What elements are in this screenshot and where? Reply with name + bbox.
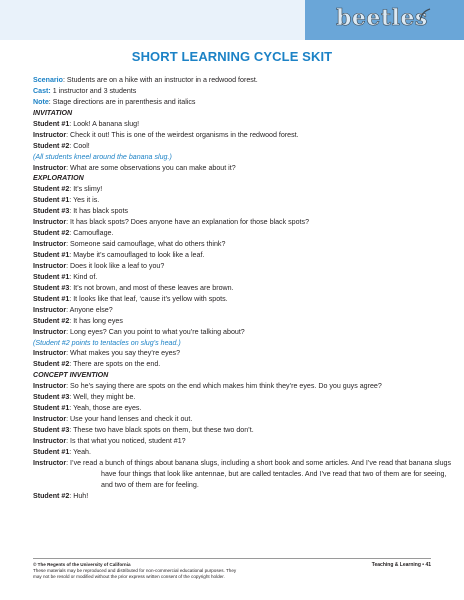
stage-direction	[33, 338, 453, 349]
speaker-name: Student #2	[33, 185, 70, 194]
speaker-name: Student #1	[33, 251, 70, 259]
page-title: SHORT LEARNING CYCLE SKIT	[131, 49, 333, 64]
speaker-name: Student #3	[33, 283, 70, 292]
speaker-name: Instructor	[33, 382, 67, 391]
dialog-line	[33, 414, 453, 425]
dialog-text: : Cool!	[69, 141, 90, 150]
speaker-name: Student #1	[33, 119, 70, 128]
dialog-line	[33, 348, 453, 359]
section-name: Teaching & Learning	[371, 562, 421, 568]
footer-page-info	[372, 562, 431, 568]
dialog-line	[33, 217, 453, 228]
dialog-line	[33, 305, 453, 316]
script-lines	[33, 108, 453, 502]
dialog-text: : Yeah, those are eyes.	[69, 404, 142, 413]
dialog-text: : Yes it is.	[69, 196, 100, 205]
dialog-line	[33, 491, 453, 502]
skit-body	[33, 75, 453, 502]
dialog-text: : There are spots on the end.	[69, 360, 161, 369]
dialog-line	[33, 403, 453, 414]
dialog-line	[33, 163, 453, 174]
speaker-name: Instructor	[33, 163, 67, 172]
cast-text: 1 instructor and 3 students	[50, 86, 137, 95]
footer-divider	[33, 558, 431, 559]
dialog-line	[33, 436, 453, 447]
speaker-name: Instructor	[33, 436, 67, 445]
dialog-text: : It has black spots	[69, 207, 129, 216]
dialog-line	[33, 228, 453, 239]
speaker-name: Student #2	[33, 316, 70, 325]
dialog-text: : Is that what you noticed, student #1?	[66, 436, 186, 445]
dialog-line	[33, 261, 453, 272]
note-line	[33, 97, 453, 108]
speaker-name: Student #3	[33, 426, 70, 434]
dialog-text: : Yeah.	[69, 447, 91, 456]
footer-bullet: •	[422, 562, 425, 568]
speaker-name: Student #3	[33, 207, 70, 216]
dialog-text: : What makes you say they’re eyes?	[66, 349, 181, 358]
speaker-name: Student #1	[33, 272, 70, 281]
speaker-name: Student #2	[33, 360, 70, 369]
notice-line-1: These materials may be reproduced and distributed for non-commercial educational purposes. They	[33, 568, 237, 573]
note-label: Note	[33, 97, 49, 106]
dialog-line	[33, 458, 453, 491]
stage-direction-text: (All students kneel around the banana slug.)	[33, 152, 172, 161]
dialog-text: : What are some observations you can make about it?	[66, 163, 236, 172]
section-heading	[33, 173, 453, 184]
speaker-name: Instructor	[33, 349, 67, 358]
beetles-logo: beetles	[336, 5, 428, 31]
page-number: 41	[425, 562, 431, 568]
dialog-text: : Someone said camouflage, what do others think?	[66, 240, 226, 249]
beetle-antenna-icon	[418, 7, 432, 21]
cast-line	[33, 86, 453, 97]
dialog-line	[33, 250, 453, 261]
dialog-text: : It looks like that leaf, ‘cause it’s yellow with spots.	[69, 294, 228, 303]
dialog-line	[33, 294, 453, 305]
dialog-line	[33, 425, 453, 436]
dialog-text: : Well, they might be.	[69, 393, 136, 402]
dialog-text: : It’s slimy!	[69, 185, 103, 194]
stage-direction	[33, 152, 453, 163]
speaker-name: Instructor	[33, 415, 67, 424]
dialog-line	[33, 327, 453, 338]
speaker-name: Instructor	[33, 240, 67, 249]
dialog-line	[33, 130, 453, 141]
speaker-name: Student #1	[33, 447, 70, 456]
speaker-name: Instructor	[33, 458, 67, 467]
dialog-line	[33, 195, 453, 206]
dialog-text: : These two have black spots on them, but these two don’t.	[69, 426, 254, 434]
dialog-text: : Camouflage.	[69, 229, 114, 238]
speaker-name: Instructor	[33, 218, 67, 227]
dialog-line	[33, 283, 453, 294]
dialog-line	[33, 119, 453, 130]
dialog-text: : So he’s saying there are spots on the end which makes him think they’re eyes. Do you guys agree?	[66, 382, 382, 391]
note-text: : Stage directions are in parenthesis and italics	[48, 97, 196, 106]
scenario-label: Scenario	[33, 76, 63, 84]
dialog-text: : Look! A banana slug!	[69, 119, 140, 128]
dialog-text: : Huh!	[69, 491, 89, 500]
dialog-text: : Kind of.	[69, 272, 98, 281]
dialog-text: : Long eyes? Can you point to what you’re talking about?	[66, 327, 245, 336]
dialog-line	[33, 316, 453, 327]
cast-label: Cast:	[33, 86, 51, 95]
speaker-name: Instructor	[33, 130, 67, 139]
speaker-name: Instructor	[33, 327, 67, 336]
speaker-name: Instructor	[33, 305, 67, 314]
section-heading	[33, 370, 453, 381]
speaker-name: Student #2	[33, 491, 70, 500]
dialog-text: : Check it out! This is one of the weirdest organisms in the redwood forest.	[66, 130, 299, 139]
dialog-line	[33, 184, 453, 195]
speaker-name: Student #1	[33, 404, 70, 413]
dialog-line	[33, 206, 453, 217]
speaker-name: Student #2	[33, 229, 70, 238]
dialog-line	[33, 272, 453, 283]
section-heading-text: CONCEPT INVENTION	[33, 371, 109, 380]
copyright-text: © The Regents of the University of California	[33, 562, 131, 567]
dialog-line	[33, 239, 453, 250]
speaker-name: Instructor	[33, 261, 67, 270]
dialog-text: : Does it look like a leaf to you?	[66, 261, 165, 270]
dialog-text: : It’s not brown, and most of these leaves are brown.	[69, 283, 234, 292]
speaker-name: Student #1	[33, 196, 70, 205]
footer-copyright	[33, 562, 236, 580]
notice-line-2: may not be resold or modified without the prior express written consent of the copyright holder.	[33, 574, 225, 579]
scenario-line	[33, 75, 453, 86]
section-heading-text: INVITATION	[33, 108, 73, 117]
dialog-text: : Maybe it’s camouflaged to look like a leaf.	[69, 251, 205, 259]
section-heading-text: EXPLORATION	[33, 174, 84, 183]
dialog-text: : Anyone else?	[66, 305, 113, 314]
dialog-line	[33, 141, 453, 152]
dialog-line	[33, 359, 453, 370]
section-heading	[33, 108, 453, 119]
dialog-text: : It has long eyes	[69, 316, 123, 325]
dialog-text: : I’ve read a bunch of things about banana slugs, including a short book and some articles. And I’ve read that banana slugs have four things that look like antennae, but are called tentacles. And I’ve read that two of them are for seeing, and two of them are for feeling.	[66, 458, 452, 489]
dialog-line	[33, 447, 453, 458]
speaker-name: Student #3	[33, 393, 70, 402]
dialog-line	[33, 381, 453, 392]
dialog-line	[33, 392, 453, 403]
scenario-text: : Students are on a hike with an instructor in a redwood forest.	[62, 76, 258, 84]
dialog-text: : It has black spots? Does anyone have an explanation for those black spots?	[66, 218, 310, 227]
dialog-text: : Use your hand lenses and check it out.	[66, 415, 193, 424]
speaker-name: Student #1	[33, 294, 70, 303]
stage-direction-text: (Student #2 points to tentacles on slug’s head.)	[33, 338, 181, 347]
speaker-name: Student #2	[33, 141, 70, 150]
